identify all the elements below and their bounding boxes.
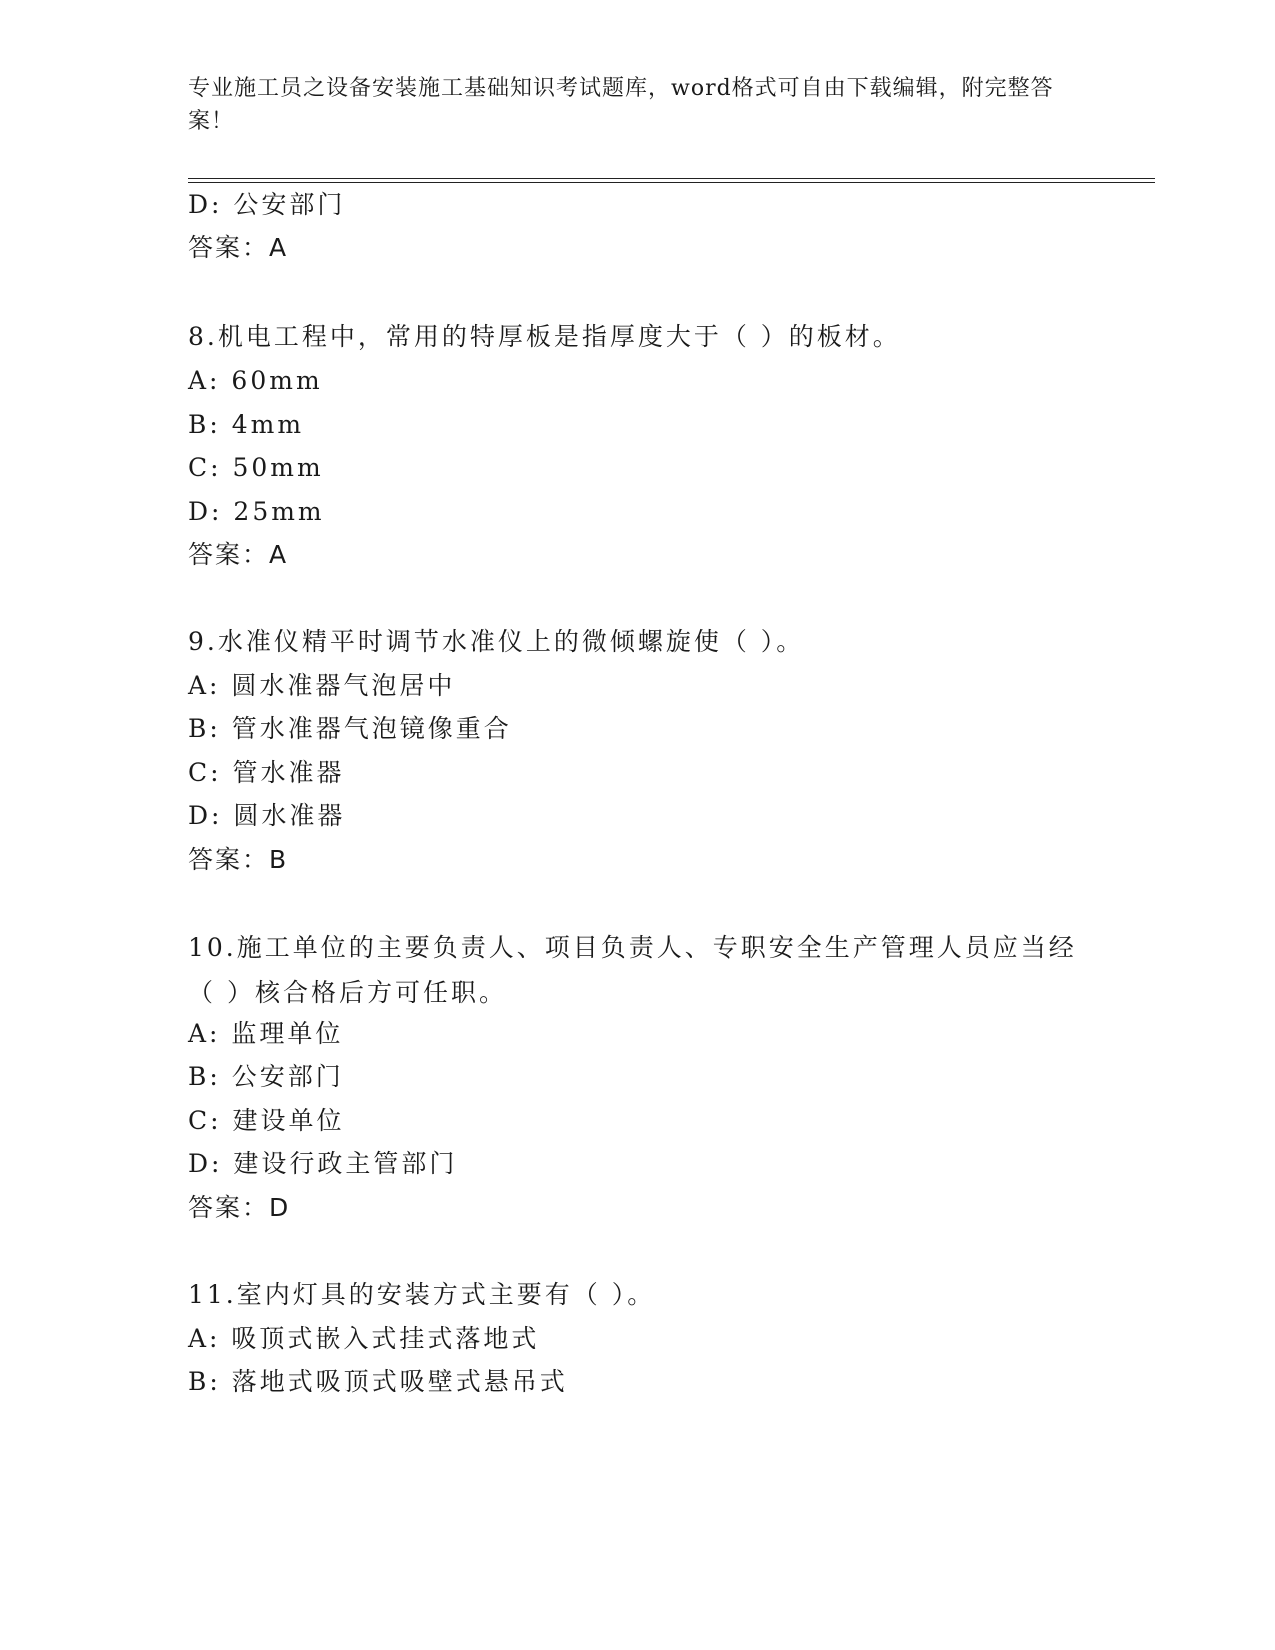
question-9-option-c: C: 管水准器 <box>188 758 345 787</box>
question-10-option-b: B: 公安部门 <box>188 1062 344 1091</box>
question-8-answer: 答案：A <box>188 540 289 569</box>
document-header: 专业施工员之设备安装施工基础知识考试题库，word格式可自由下载编辑，附完整答案！ <box>188 76 1054 134</box>
question-8-stem: 8.机电工程中，常用的特厚板是指厚度大于（ ）的板材。 <box>188 322 901 351</box>
question-11-option-a: A: 吸顶式嵌入式挂式落地式 <box>188 1324 540 1353</box>
prev-option-d: D: 公安部门 <box>188 190 346 219</box>
prev-answer: 答案：A <box>188 233 289 262</box>
question-8-option-a: A: 60mm <box>188 366 323 395</box>
question-9-stem: 9.水准仪精平时调节水准仪上的微倾螺旋使（ ）。 <box>188 627 805 656</box>
question-10-option-a: A: 监理单位 <box>188 1019 344 1048</box>
question-9-option-a: A: 圆水准器气泡居中 <box>188 671 456 700</box>
question-8-option-c: C: 50mm <box>188 453 324 482</box>
question-11-option-b: B: 落地式吸顶式吸壁式悬吊式 <box>188 1367 568 1396</box>
question-8-option-d: D: 25mm <box>188 497 325 526</box>
question-9-option-d: D: 圆水准器 <box>188 801 346 830</box>
question-11-stem: 11.室内灯具的安装方式主要有（ ）。 <box>188 1280 656 1309</box>
question-8-option-b: B: 4mm <box>188 410 305 439</box>
question-9-option-b: B: 管水准器气泡镜像重合 <box>188 714 512 743</box>
question-10-option-c: C: 建设单位 <box>188 1106 345 1135</box>
question-10-stem: 10.施工单位的主要负责人、项目负责人、专职安全生产管理人员应当经（ ）核合格后方可任职。 <box>188 933 1077 1007</box>
header-divider-top <box>188 178 1155 179</box>
header-divider-bottom <box>188 182 1155 183</box>
question-10-answer: 答案：D <box>188 1193 291 1222</box>
question-9-answer: 答案：B <box>188 845 289 874</box>
question-10-option-d: D: 建设行政主管部门 <box>188 1149 458 1178</box>
